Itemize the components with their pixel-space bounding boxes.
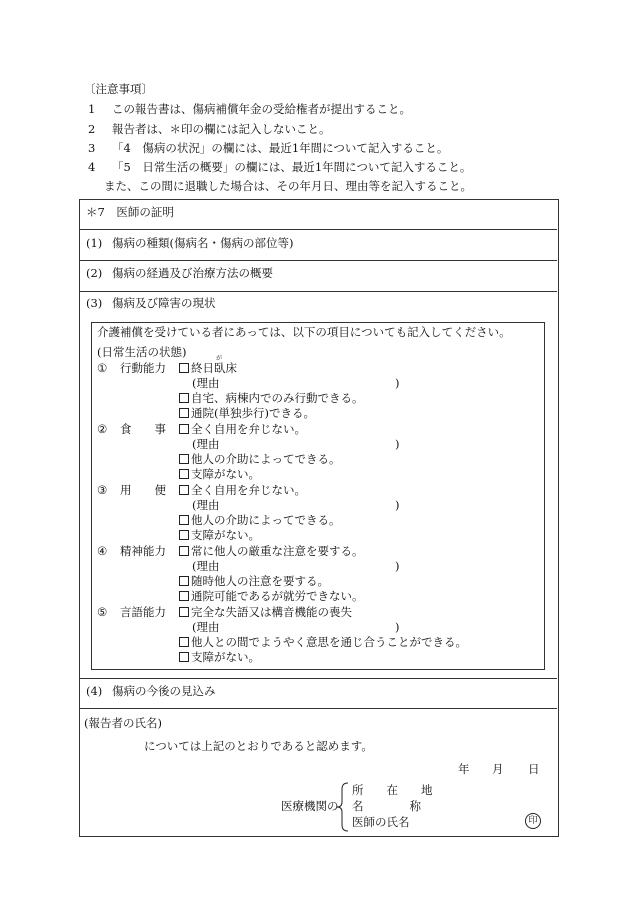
seal-icon: 印: [525, 813, 541, 829]
row-divider: [79, 678, 557, 679]
reason-close: ): [395, 498, 400, 512]
brace-icon: [336, 782, 350, 832]
group-marker: ⑤: [97, 605, 108, 619]
option-checkbox[interactable]: 終日臥床: [179, 363, 237, 375]
section-2[interactable]: (2) 傷病の経過及び治療方法の概要: [86, 266, 273, 280]
note-continuation: また、この間に退職した場合は、その年月日、理由等を記入すること。: [104, 179, 472, 193]
group-marker: ③: [97, 483, 108, 497]
date-day: 日: [528, 762, 540, 776]
option-checkbox[interactable]: 通院可能であるが就労できない。: [179, 591, 364, 603]
certify-text: については上記のとおりであると認めます。: [144, 739, 373, 753]
institution-prefix: 医療機関の: [281, 799, 339, 813]
ruby-reading: が: [216, 355, 223, 362]
note-item: 3 「4 傷病の状況」の欄には、最近1年間について記入すること。: [88, 141, 449, 155]
option-checkbox[interactable]: 全く自用を弁じない。: [179, 424, 306, 436]
section-1[interactable]: (1) 傷病の種類(傷病名・傷病の部位等): [86, 236, 294, 250]
option-checkbox[interactable]: 自宅、病棟内でのみ行動できる。: [179, 393, 364, 405]
option-checkbox[interactable]: 全く自用を弁じない。: [179, 485, 306, 497]
group-marker: ②: [97, 422, 108, 436]
option-checkbox[interactable]: 他人の介助によってできる。: [179, 515, 341, 527]
option-checkbox[interactable]: 常に他人の厳重な注意を要する。: [179, 546, 364, 558]
option-checkbox[interactable]: 随時他人の注意を要する。: [179, 576, 329, 588]
reason-close: ): [395, 376, 400, 390]
option-checkbox[interactable]: 完全な失語又は構音機能の喪失: [179, 607, 352, 619]
reason-close: ): [395, 559, 400, 573]
section-3[interactable]: (3) 傷病及び障害の現状: [86, 296, 216, 310]
option-checkbox[interactable]: 支障がない。: [179, 652, 260, 664]
reason-label: (理由: [192, 498, 220, 512]
reason-label: (理由: [192, 620, 220, 634]
option-checkbox[interactable]: 支障がない。: [179, 469, 260, 481]
option-checkbox[interactable]: 支障がない。: [179, 530, 260, 542]
group-label: 用 便: [120, 483, 166, 497]
option-checkbox[interactable]: 通院(単独歩行)できる。: [179, 408, 315, 420]
row-divider: [79, 260, 557, 261]
option-checkbox[interactable]: 他人との間でようやく意思を通じ合うことができる。: [179, 637, 467, 649]
group-label: 食 事: [120, 422, 166, 436]
reason-close: ): [395, 437, 400, 451]
reason-close: ): [395, 620, 400, 634]
care-intro: 介護補償を受けている者にあっては、以下の項目についても記入してください。: [97, 325, 511, 339]
row-divider: [79, 229, 557, 230]
institution-address-label: 所 在 地: [352, 783, 433, 797]
reporter-name-label: (報告者の氏名): [84, 716, 162, 730]
group-marker: ①: [97, 361, 108, 375]
date-year: 年: [458, 762, 470, 776]
option-checkbox[interactable]: 他人の介助によってできる。: [179, 454, 341, 466]
daily-life-subtitle: (日常生活の状態): [97, 345, 187, 359]
reason-label: (理由: [192, 437, 220, 451]
notes-title: 〔注意事項〕: [84, 82, 153, 96]
row-divider: [79, 708, 557, 709]
institution-name-label: 名 称: [352, 799, 421, 813]
note-item: 2 報告者は、＊印の欄には記入しないこと。: [88, 122, 331, 136]
note-item: 1 この報告書は、傷病補償年金の受給権者が提出すること。: [88, 102, 411, 116]
form-header: ＊7 医師の証明: [86, 205, 174, 219]
section-4[interactable]: (4) 傷病の今後の見込み: [86, 684, 216, 698]
row-divider: [79, 291, 557, 292]
group-marker: ④: [97, 544, 108, 558]
group-label: 精神能力: [120, 544, 166, 558]
group-label: 行動能力: [120, 361, 166, 375]
note-item: 4 「5 日常生活の概要」の欄には、最近1年間について記入すること。: [88, 160, 472, 174]
reason-label: (理由: [192, 559, 220, 573]
reason-label: (理由: [192, 376, 220, 390]
doctor-name-label: 医師の氏名: [352, 815, 410, 829]
group-label: 言語能力: [120, 605, 166, 619]
date-month: 月: [492, 762, 504, 776]
